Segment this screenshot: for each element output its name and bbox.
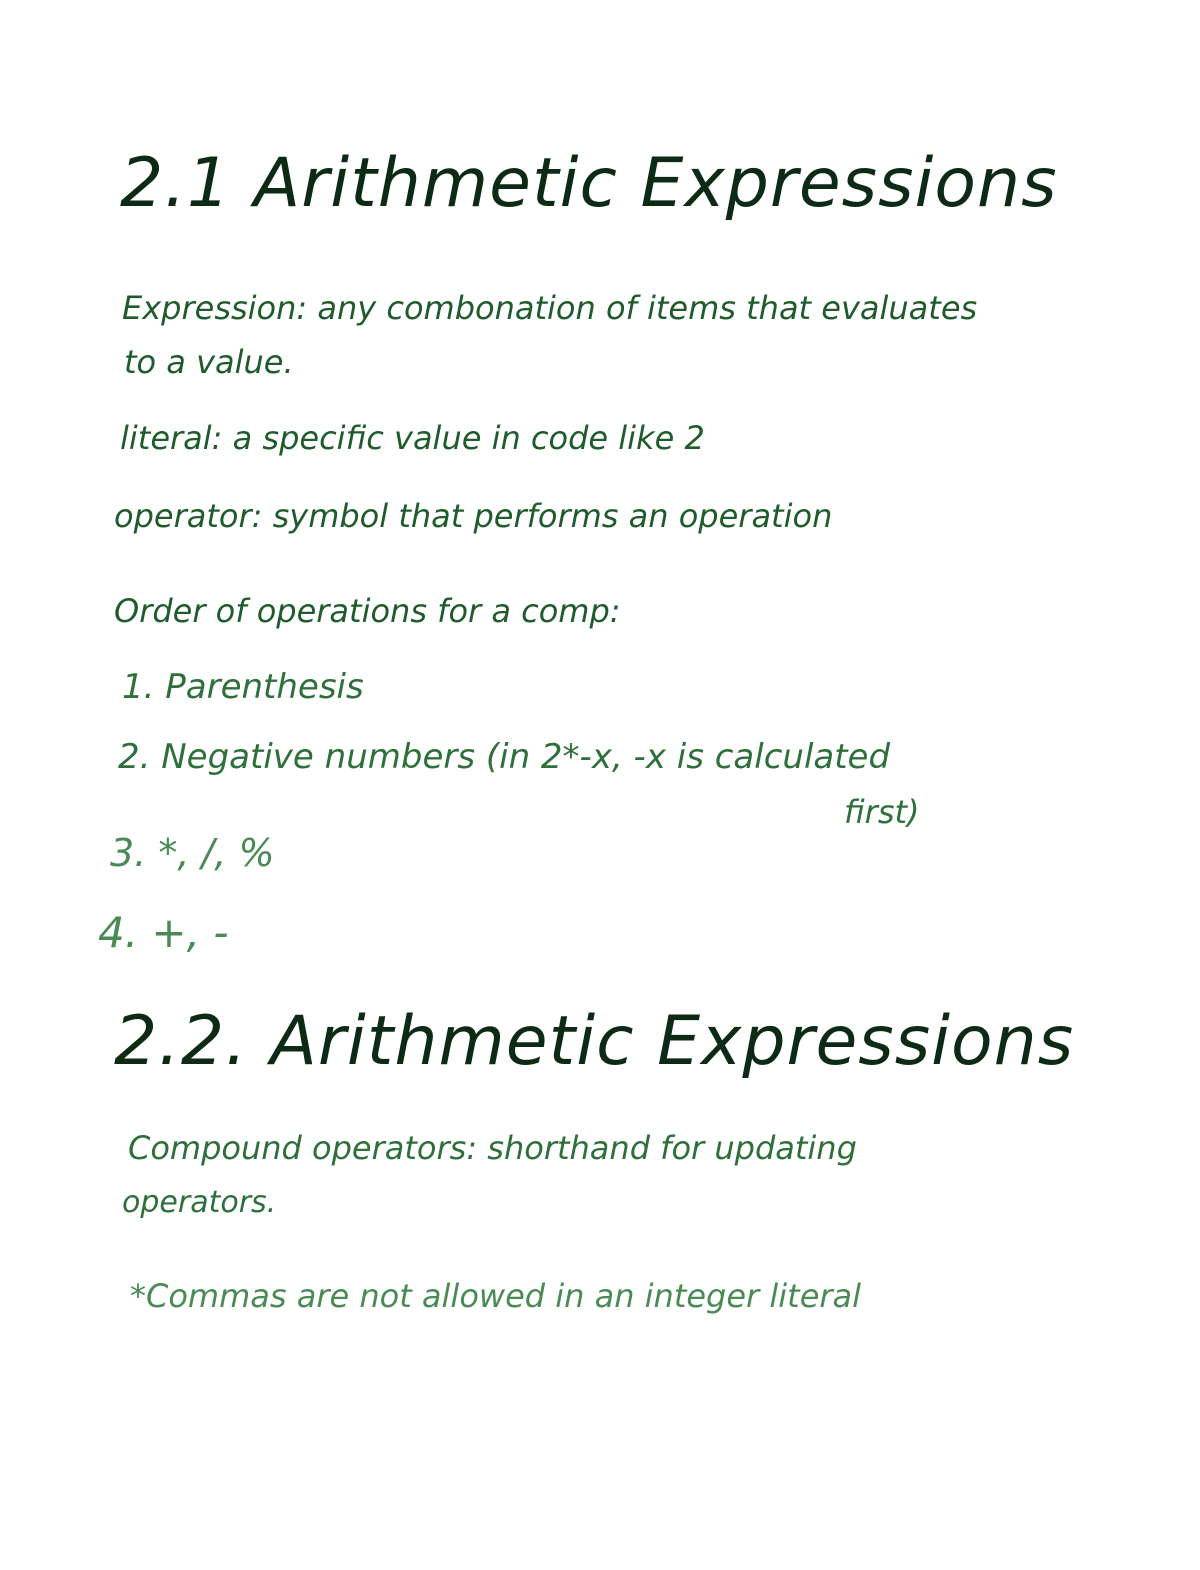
literal-definition: literal: a specific value in code like 2 (120, 419, 705, 457)
order-item-2: 2. Negative numbers (in 2*-x, -x is calculated (118, 737, 891, 777)
operator-definition: operator: symbol that performs an operation (114, 497, 833, 535)
order-item-1: 1. Parenthesis (122, 667, 364, 707)
compound-operators-line2: operators. (122, 1185, 277, 1220)
compound-operators-line1: Compound operators: shorthand for updating (128, 1129, 857, 1167)
integer-literal-note: *Commas are not allowed in an integer literal (130, 1277, 862, 1315)
order-item-2-continuation: first) (844, 793, 920, 831)
order-item-3: 3. *, /, % (110, 831, 275, 875)
order-item-4: 4. +, - (98, 908, 229, 957)
order-of-operations-heading: Order of operations for a comp: (114, 592, 621, 630)
section-1-title: 2.1 Arithmetic Expressions (120, 144, 1058, 223)
expression-definition-line2: to a value. (124, 343, 294, 381)
expression-definition-line1: Expression: any combonation of items that evaluates (122, 289, 978, 327)
section-2-title: 2.2. Arithmetic Expressions (114, 1002, 1075, 1081)
